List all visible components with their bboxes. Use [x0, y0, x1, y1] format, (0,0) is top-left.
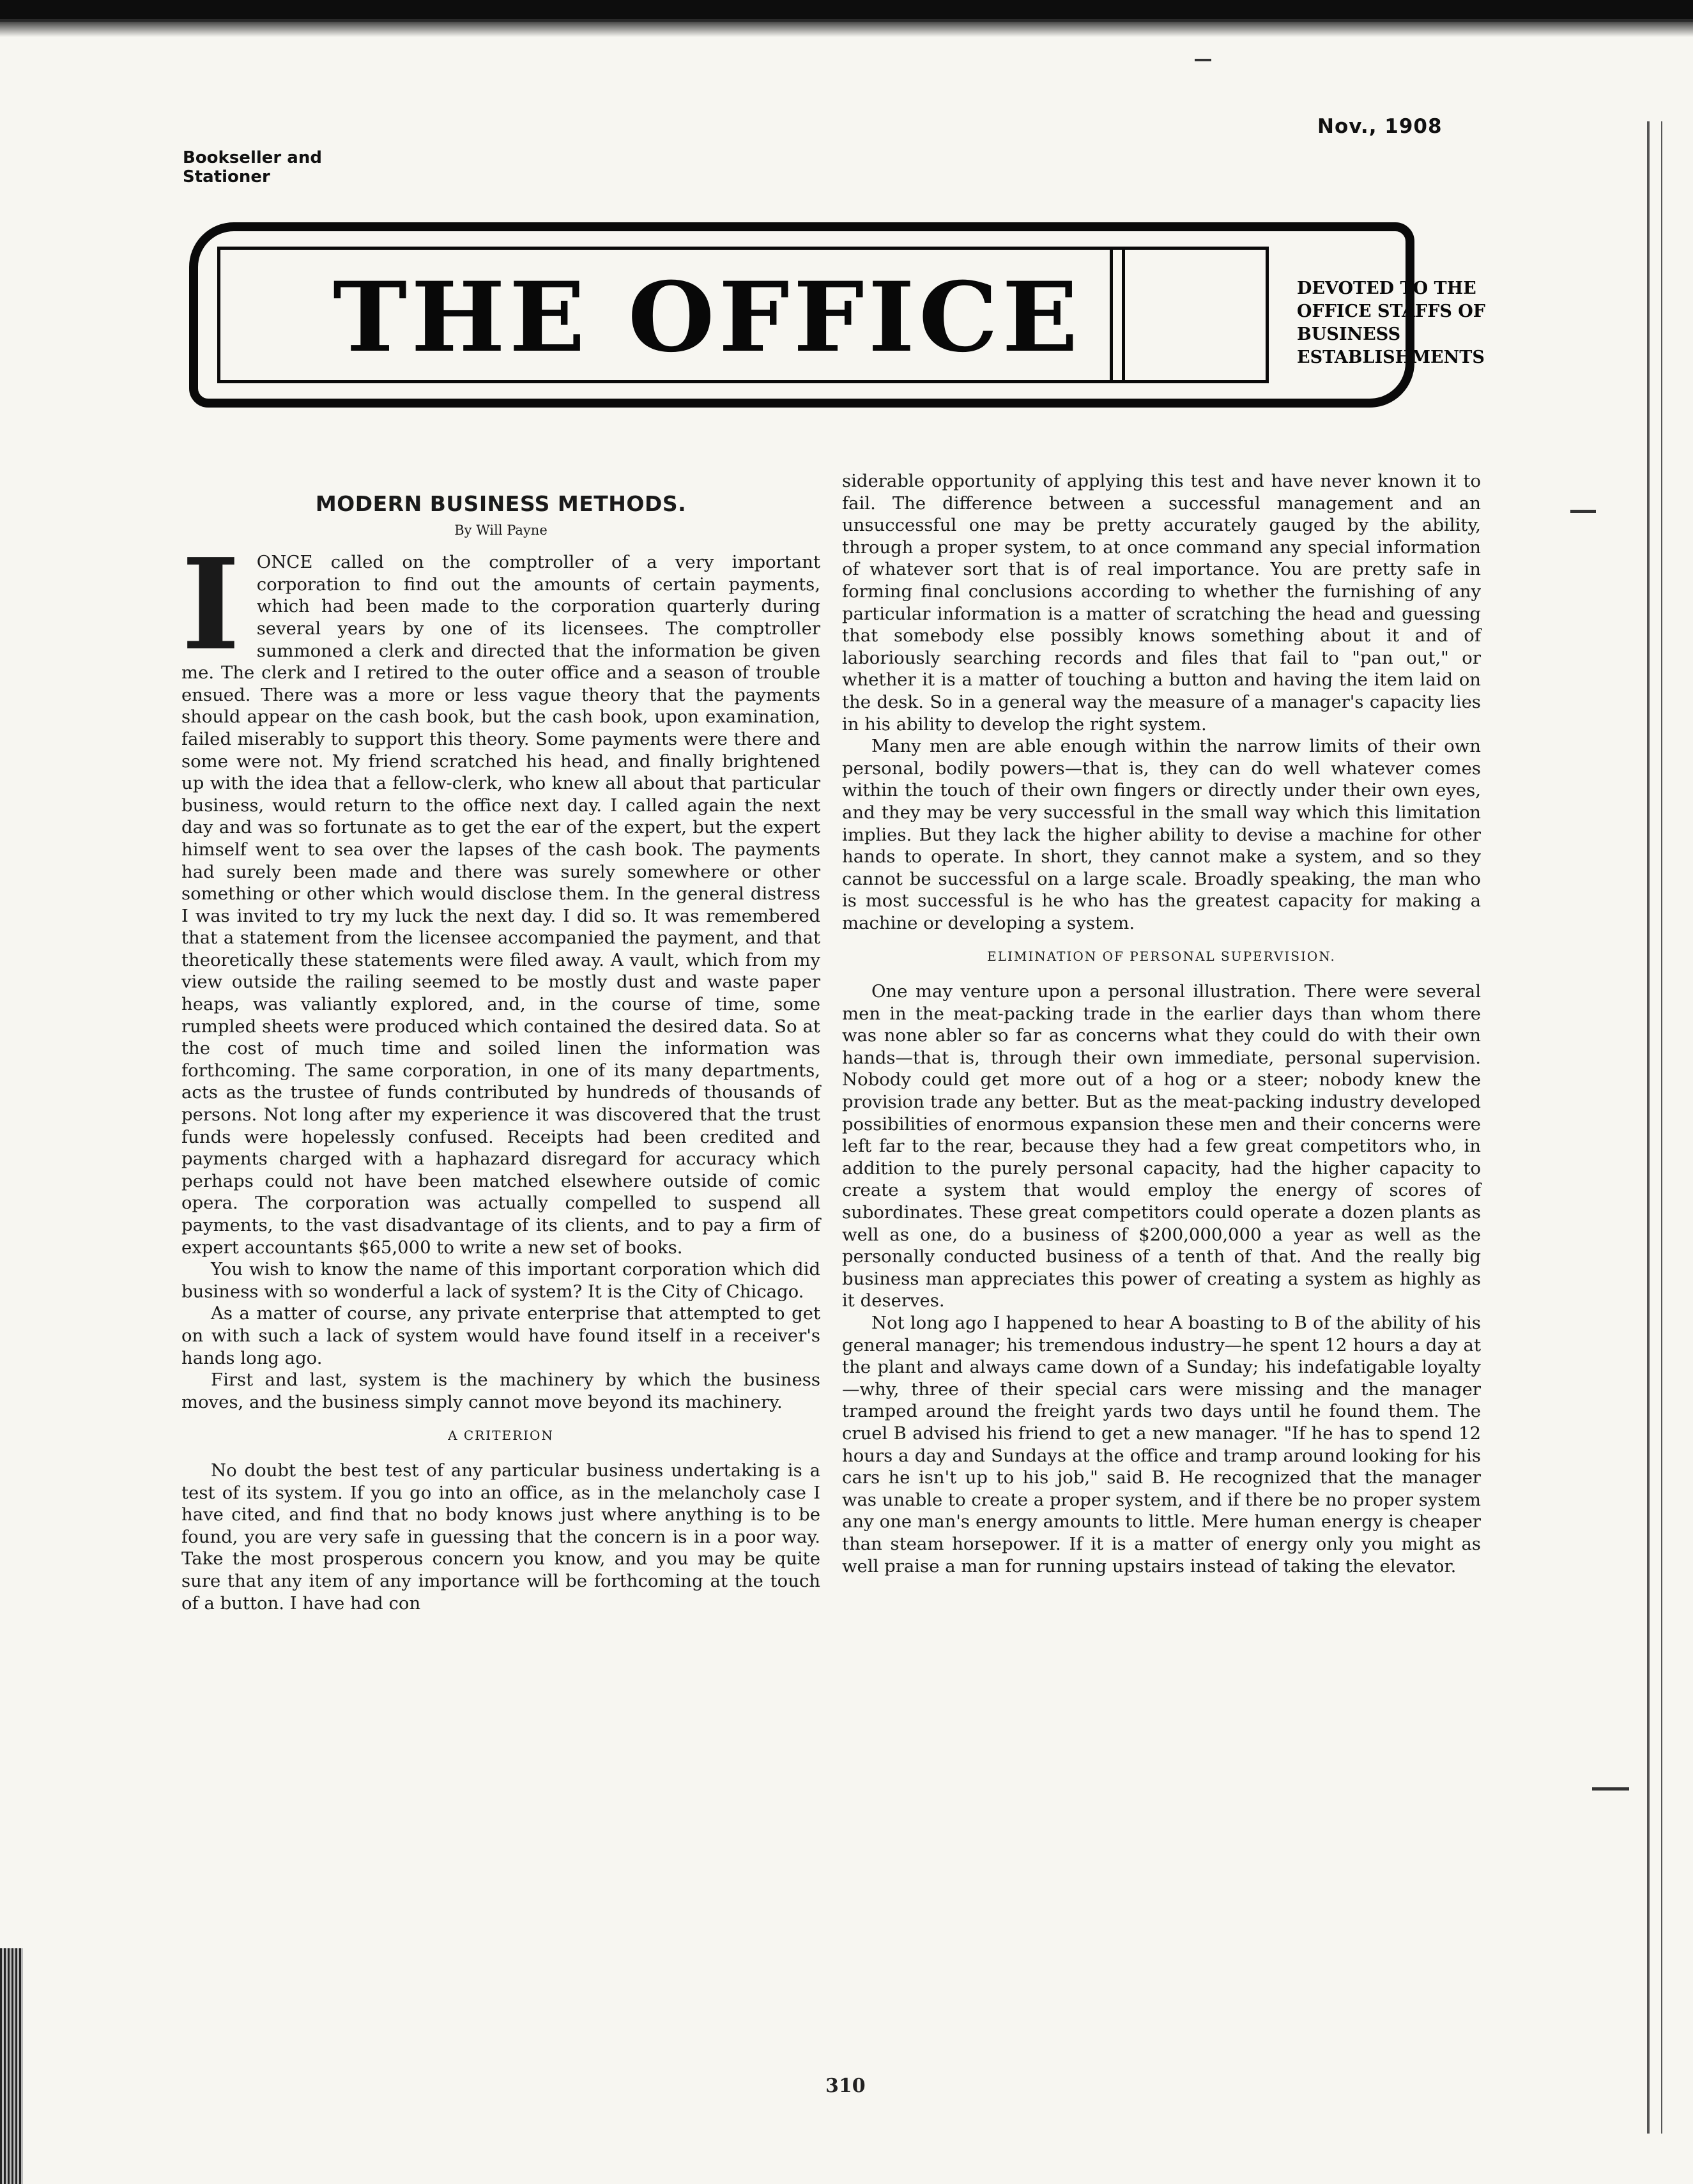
article-column-left: [181, 460, 820, 2031]
section-tagline: DEVOTED TO THE OFFICE STAFFS OF BUSINESS ESTABLISHMENTS: [1297, 279, 1485, 367]
article-byline: By Will Payne: [454, 522, 548, 538]
section-banner: [189, 222, 1485, 408]
body-paragraph: First and last, system is the machinery by which the business moves, and the business simply cannot move beyond its machinery.: [181, 1370, 820, 1412]
page-number: 310: [825, 2075, 866, 2097]
scan-speck: [1592, 1787, 1629, 1791]
scan-top-shadow: [0, 19, 1693, 37]
article-column-right: [842, 470, 1481, 2042]
scan-speck: [1570, 510, 1596, 513]
body-paragraph: As a matter of course, any private enterprise that attempted to get on with such a lack of system would have found itself in a receiver's hands long ago.: [181, 1303, 820, 1368]
banner-separator: [1110, 250, 1125, 380]
publication-name: Bookseller and Stationer: [183, 148, 322, 187]
lead-paragraph-text: ONCE called on the comptroller of a very important corporation to find out the amounts of certain payments, which had been made to the corporation quarterly during several years by one of its licensees. The comptroller summoned a clerk and directed that the information be given me. The clerk and I retired to the outer office and a season of trouble ensued. There was a more or less vague theory that the payments should appear on the cash book, but the cash book, upon examination, failed miserably to support this theory. Some payments were there and some were not. My friend scratched his head, and finally brightened up with the idea that a fellow-clerk, who knew all about that particular business, would return to the office next day. I called again the next day and was so fortunate as to get the ear of the expert, but the expert himself went to sea over the lapses of the cash book. The payments had surely been made and there was surely somewhere or other something or other which would disclose them. In the general distress I was invited to try my luck the next day. I did so. It was remembered that a statement from the licensee accompanied the payment, and that theoretically these statements were filed away. A vault, which from my view outside the railing seemed to be mostly dust and waste paper heaps, was valiantly explored, and, in the course of time, some rumpled sheets were produced which contained the desired data. So at the cost of much time and soiled linen the information was forthcoming. The same corporation, in one of its many departments, acts as the trustee of funds contributed by hundreds of thousands of persons. Not long after my experience it was discovered that the trust funds were hopelessly confused. Receipts had been credited and payments charged with a haphazard disregard for accuracy which perhaps could not have been matched elsewhere outside of comic opera. The corporation was actually compelled to suspend all payments, to the vast disadvantage of its clients, and to pay a firm of expert accountants $65,000 to write a new set of books.: [181, 552, 820, 1258]
banner-inner-frame: [217, 247, 1269, 383]
scan-right-margin-line: [1647, 121, 1650, 2134]
lead-paragraph: [181, 531, 820, 1258]
article-headline: MODERN BUSINESS METHODS.: [315, 491, 687, 516]
subhead-elimination: ELIMINATION OF PERSONAL SUPERVISION.: [987, 949, 1336, 965]
section-title: THE OFFICE: [333, 261, 1082, 374]
drop-cap: I: [181, 531, 240, 679]
body-paragraph: You wish to know the name of this important corporation which did business with so wonderful a lack of system? It is the City of Chicago.: [181, 1259, 820, 1302]
body-paragraph: Many men are able enough within the narrow limits of their own personal, bodily powers—that is, they can do well whatever comes within the touch of their own fingers or directly under their own eyes, and they may be very successful in the small way which this limitation implies. But they lack the higher ability to devise a machine for other hands to operate. In short, they cannot make a system, and so they cannot be successful on a large scale. Broadly speaking, the man who is most successful is he who has the greatest capacity for making a machine or developing a system.: [842, 736, 1481, 933]
scan-speck: [1195, 59, 1211, 61]
issue-date: Nov., 1908: [1317, 115, 1443, 138]
body-paragraph: One may venture upon a personal illustration. There were several men in the meat-packing trade in the earlier days than whom there was none abler so far as concerns what they could do with their own hands—that is, through their own immediate, personal supervision. Nobody could get more out of a hog or a steer; nobody knew the provision trade any better. But as the meat-packing industry developed possibilities of enormous expansion these men and their concerns were left far to the rear, because they had a few great competitors who, in addition to the purely personal capacity, had the higher capacity to create a system that would employ the energy of scores of subordinates. These great competitors could operate a dozen plants as well as one, do a business of $200,000,000 a year as well as the personally conducted business of a tenth of that. And the really big business man appreciates this power of creating a system as highly as it deserves.: [842, 981, 1481, 1311]
scan-right-margin-line-2: [1661, 121, 1662, 2134]
body-paragraph: Not long ago I happened to hear A boasting to B of the ability of his general manager; his tremendous industry—he spent 12 hours a day at the plant and always came down of a Sunday; his indefatigable loyalty—why, three of their special cars were missing and the manager tramped around the freight yards two days until he found them. The cruel B advised his friend to get a new manager. "If he has to spend 12 hours a day and Sundays at the office and tramp around looking for his cars he isn't up to his job," said B. He recognized that the manager was unable to create a proper system, and if there be no proper system any one man's energy amounts to little. Mere human energy is cheaper than steam horsepower. If it is a matter of energy only you might as well praise a man for running upstairs instead of taking the elevator.: [842, 1312, 1481, 1577]
scan-binding-edge: [0, 1948, 23, 2184]
scan-top-edge: [0, 0, 1693, 22]
body-paragraph: siderable opportunity of applying this test and have never known it to fail. The difference between a successful management and an unsuccessful one may be pretty accurately gauged by the ability, through a proper system, to at once command any special information of whatever sort that is of real importance. You are pretty safe in forming final conclusions according to whether the furnishing of any particular information is a matter of scratching the head and guessing that somebody else possibly knows something about it and of laboriously searching records and files that fail to "pan out," or whether it is a matter of touching a button and having the item laid on the desk. So in a general way the measure of a manager's capacity lies in his ability to develop the right system.: [842, 471, 1481, 735]
subhead-criterion: A CRITERION: [448, 1428, 554, 1444]
body-paragraph: No doubt the best test of any particular business undertaking is a test of its system. If you go into an office, as in the melancholy case I have cited, and find that no body knows just where anything is to be found, you are very safe in guessing that the concern is in a poor way. Take the most prosperous concern you know, and you may be quite sure that any item of any importance will be forthcoming at the touch of a button. I have had con: [181, 1460, 820, 1614]
